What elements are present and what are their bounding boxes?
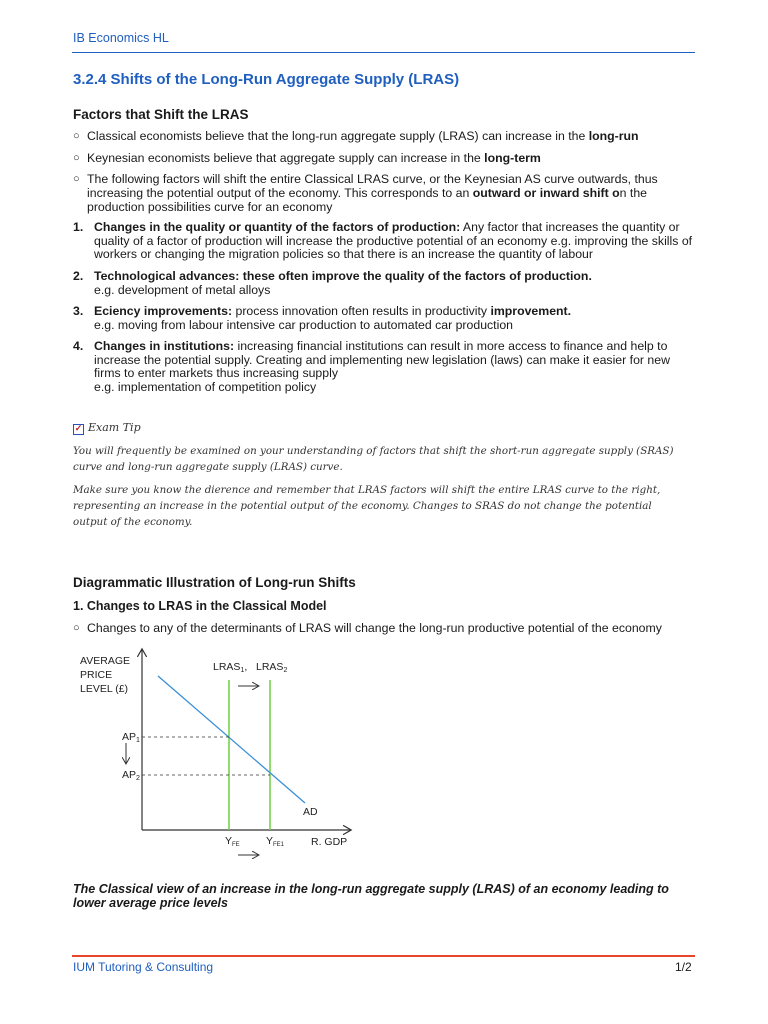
figure-caption: The Classical view of an increase in the long-run aggregate supply (LRAS) of an economy leading to lower average price levels xyxy=(73,882,669,910)
header-title: IB Economics HL xyxy=(73,31,169,45)
yfe1-label: YFE1 xyxy=(266,835,285,848)
ap1-label: AP1 xyxy=(122,731,140,744)
bullet-marker: ○ xyxy=(73,152,80,164)
exam-tip-paragraph: You will frequently be examined on your understanding of factors that shift the short-run aggregate supply (SRAS) curve and long-run aggregate supply (LRAS) curve. xyxy=(73,445,674,473)
ad-label: AD xyxy=(303,806,318,818)
lras2-label: LRAS2 xyxy=(256,661,288,674)
x-axis-label: R. GDP xyxy=(311,836,348,848)
bullet-marker: ○ xyxy=(73,173,80,185)
section-title: 3.2.4 Shifts of the Long-Run Aggregate Supply (LRAS) xyxy=(73,71,460,88)
y-axis-label: AVERAGE xyxy=(80,655,130,667)
checkbox-icon: ✓ xyxy=(74,424,83,434)
y-axis-label: LEVEL (£) xyxy=(80,683,129,695)
footer-company: IUM Tutoring & Consulting xyxy=(73,960,214,974)
exam-tip-heading: ✓ Exam Tip xyxy=(74,421,141,434)
ad-line xyxy=(158,676,305,803)
exam-tip-paragraph: Make sure you know the dierence and remember that LRAS factors will shift the entire LRAS curve to the right, representing an increase in the potential output of the economy. Changes to SRAS do not change the potential output of the economy. xyxy=(73,484,661,528)
ap2-label: AP2 xyxy=(122,769,140,782)
yfe-label: YFE xyxy=(225,835,240,848)
page-number: 1/2 xyxy=(675,960,692,974)
factors-heading: Factors that Shift the LRAS xyxy=(73,107,249,122)
bullet-marker: ○ xyxy=(73,622,80,634)
y-axis-label: PRICE xyxy=(80,669,113,681)
diagram-heading: Diagrammatic Illustration of Long-run Shifts xyxy=(73,575,356,590)
footer-divider xyxy=(72,955,695,957)
diagram-subheading: 1. Changes to LRAS in the Classical Model xyxy=(73,599,327,613)
lras1-label: LRAS1, xyxy=(213,661,248,674)
bullet-marker: ○ xyxy=(73,130,80,142)
